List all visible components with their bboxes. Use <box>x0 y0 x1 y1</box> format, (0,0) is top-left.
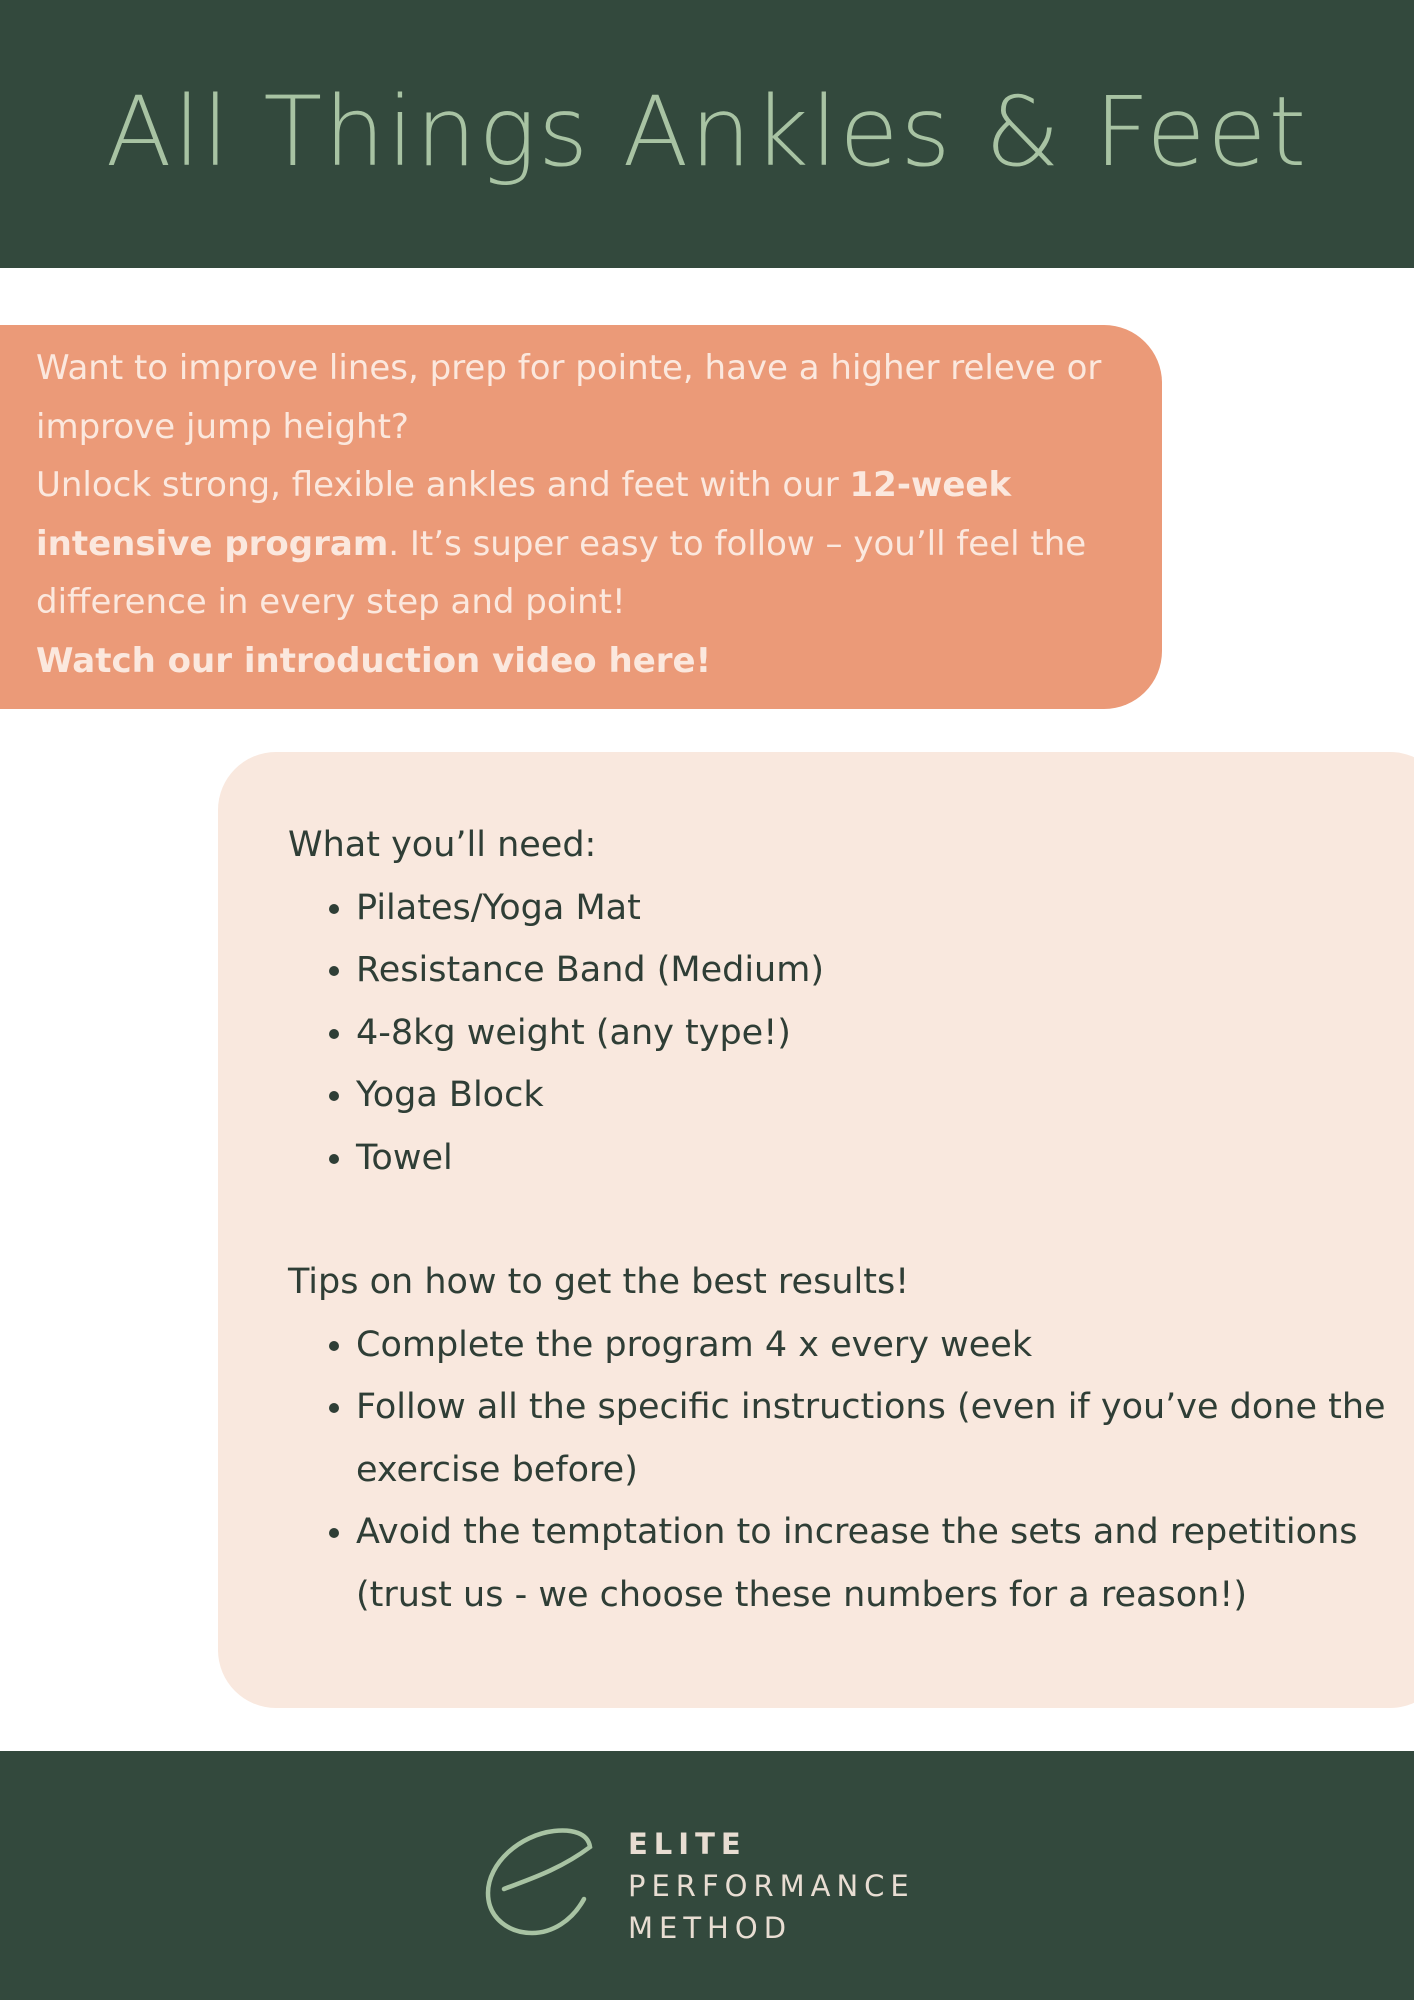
needs-list <box>288 877 1414 1190</box>
needs-item: • 4-8kg weight (any type!) <box>356 1002 1414 1065</box>
intro-description <box>36 456 1126 632</box>
intro-text <box>36 339 1126 690</box>
tips-item: • Follow all the specific instructions (even if you’ve done the exercise before) <box>356 1376 1414 1501</box>
elite-logo-icon <box>480 1823 600 1943</box>
intro-video-link[interactable]: Watch our introduction video here! <box>36 640 712 681</box>
section-spacer <box>288 1189 1414 1251</box>
tips-item: • Avoid the temptation to increase the sets and repetitions (trust us - we choose these numbers for a reason!) <box>356 1501 1414 1626</box>
tips-item: • Complete the program 4 x every week <box>356 1314 1414 1377</box>
needs-item: • Towel <box>356 1127 1414 1190</box>
intro-unlock-prefix: Unlock strong, flexible ankles and feet with our <box>36 465 850 505</box>
info-panel-content <box>288 814 1414 1626</box>
intro-box <box>0 325 1162 709</box>
logo-line-elite: ELITE <box>628 1827 747 1861</box>
intro-unlock-suffix: . It’s super easy to follow – you’ll feel the difference in every step and point! <box>36 523 1087 622</box>
tips-list <box>288 1314 1414 1627</box>
needs-item: • Resistance Band (Medium) <box>356 939 1414 1002</box>
info-panel <box>218 752 1414 1708</box>
header-banner <box>0 0 1414 268</box>
logo-line-performance: PERFORMANCE <box>628 1869 915 1903</box>
needs-item: • Yoga Block <box>356 1064 1414 1127</box>
needs-item: • Pilates/Yoga Mat <box>356 877 1414 940</box>
intro-question: Want to improve lines, prep for pointe, have a higher releve or improve jump height? <box>36 348 1102 447</box>
page-title: All Things Ankles & Feet <box>105 76 1309 188</box>
program-name: 12-week intensive program <box>36 465 1012 564</box>
needs-heading: What you’ll need: <box>288 825 597 865</box>
footer-banner <box>0 1751 1414 2000</box>
tips-heading: Tips on how to get the best results! <box>288 1262 910 1302</box>
logo-line-method: METHOD <box>628 1911 793 1945</box>
logo-wordmark <box>628 1823 915 1949</box>
